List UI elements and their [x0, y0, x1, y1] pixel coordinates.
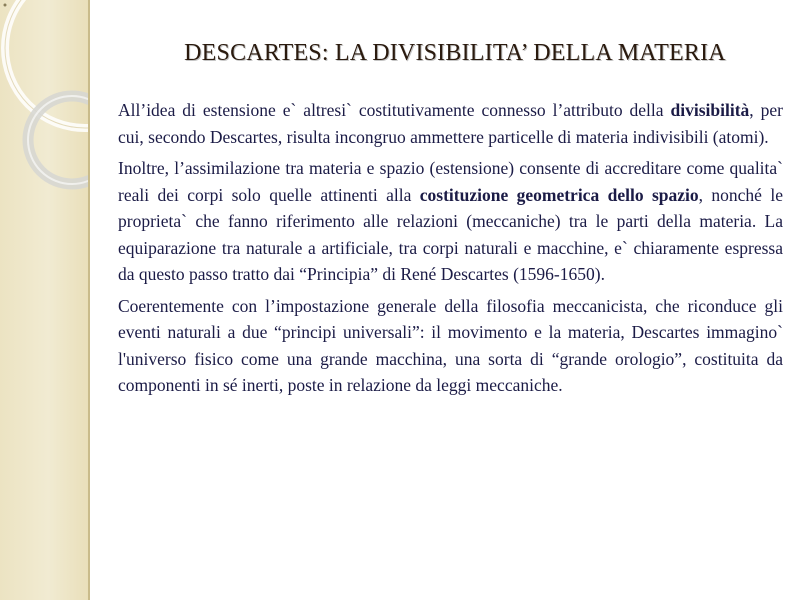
- paragraph-2-bold-term: costituzione geometrica dello spazio: [419, 184, 699, 205]
- paragraph-geometry: [118, 155, 783, 288]
- paragraph-1-bold-term: divisibilità: [670, 100, 750, 120]
- sidebar-edge-line: [88, 0, 90, 600]
- paragraph-3-text: Coerentemente con l’impostazione generale della filosofia meccanicista, che riconduce gli eventi naturali a due “principi universali”: il movimento e la materia, Descartes immagino` l'universo fisico come una grande macchina, una sorta di “grande orologio”, costituita da componenti in sé inerti, poste in relazione da leggi meccaniche.: [118, 295, 783, 395]
- decorative-sidebar: [0, 0, 88, 600]
- gray-ring: [28, 96, 88, 184]
- paragraph-1-text-a: All’idea di estensione e` altresi` costitutivamente connesso l’attributo della: [118, 100, 671, 120]
- slide-body: [118, 97, 783, 404]
- paragraph-1-text-b: , per cui, secondo Descartes, risulta incongruo ammettere particelle di materia indivisibili (atomi).: [118, 100, 783, 147]
- paragraph-2-text-a: Inoltre, l’assimilazione tra materia e spazio (estensione) consente di accreditare come qualita` reali dei corpi solo quelle attinenti alla: [118, 158, 783, 205]
- paragraph-divisibility: [118, 97, 783, 150]
- slide-title: DESCARTES: LA DIVISIBILITA’ DELLA MATERIA: [184, 40, 726, 66]
- paragraph-mechanism: [118, 293, 783, 399]
- decorative-circles-graphic: [0, 0, 88, 600]
- paragraph-2-text-b: , nonché le proprieta` che fanno riferimento alle relazioni (meccaniche) tra le parti della materia. La equiparazione tra naturale a artificiale, tra corpi naturali e macchine, e` chiaramente espressa da questo passo tratto dai “Principia” di René Descartes (1596-1650).: [118, 184, 783, 284]
- corner-dot: [4, 4, 7, 7]
